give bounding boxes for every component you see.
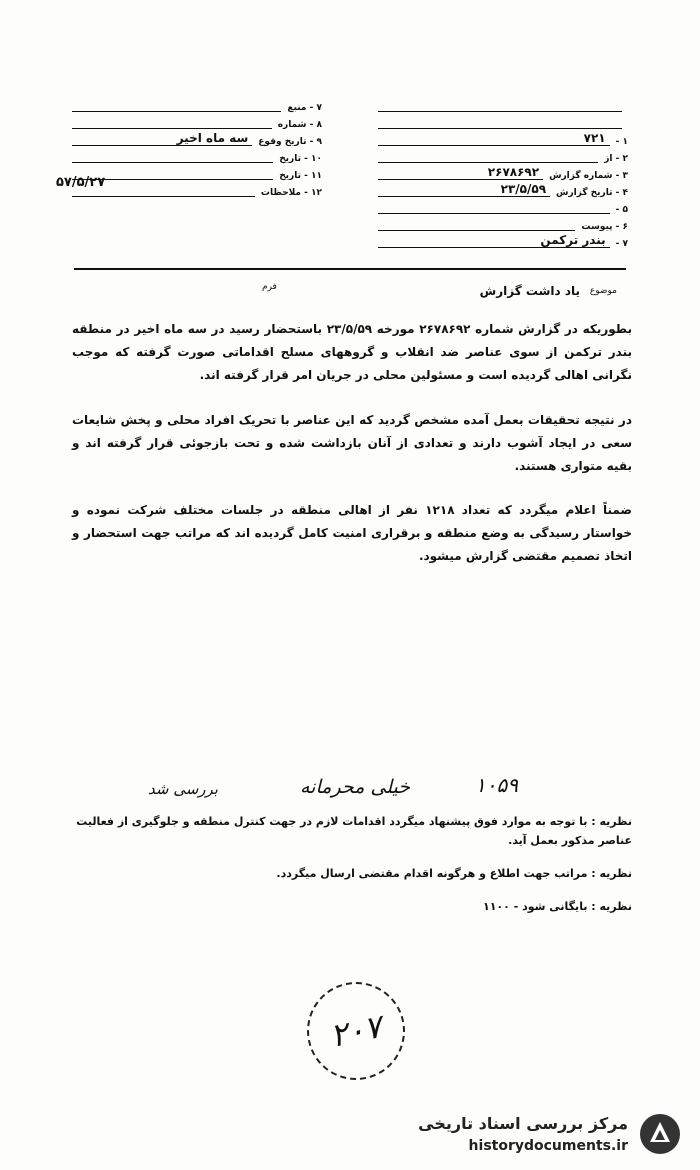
form-row (72, 131, 322, 149)
form-label: ۵ - (615, 204, 628, 215)
notes-section (72, 812, 632, 930)
form-row (378, 151, 628, 166)
form-label: ۳ - شماره گزارش (549, 170, 628, 181)
body-paragraph: بطوریکه در گزارش شماره ۲۶۷۸۶۹۲ مورخه ۲۳/۵/۵۹ باستحضار رسید در سه ماه اخیر در منطقه بندر ترکمن از سوی عناصر ضد انقلاب و گروههای مسلح اقداماتی صورت گرفته که موجب نگرانی اهالی گردیده است و مسئولین محلی در جریان امر قرار گرفته اند. (72, 322, 632, 382)
form-row (72, 168, 322, 183)
form-row (378, 233, 628, 251)
note-item: نظریه : بایگانی شود - ۱۱۰۰ (483, 900, 632, 913)
form-label: ۴ - تاریخ گزارش (556, 187, 628, 198)
round-stamp (307, 982, 405, 1080)
handwritten-signature: بررسی شد (148, 780, 218, 798)
form-value: ۲۶۷۸۶۹۲ (487, 165, 540, 179)
body-paragraph: در نتیجه تحقیقات بعمل آمده مشخص گردید که این عناصر با تحریک افراد محلی و پخش شایعات سعی در ایجاد آشوب دارند و تعدادی از آنان بازداشت شده و تحت بازجوئی قرار گرفته اند و بقیه متواری هستند. (72, 412, 632, 473)
watermark-title: مرکز بررسی اسناد تاریخی (418, 1114, 628, 1133)
form-value: بندر ترکمن (540, 233, 606, 247)
form-row (72, 151, 322, 166)
form-row (378, 202, 628, 217)
body-paragraph: ضمناً اعلام میگردد که تعداد ۱۲۱۸ نفر از اهالی منطقه در جلسات مختلف شرکت نموده و خواستار رسیدگی به وضع منطقه و برقراری امنیت کامل گردیده اند که مراتب جهت استحضار و اتخاذ تصمیم مقتضی گزارش میشود. (72, 503, 632, 564)
subject-key: موضوع (589, 286, 617, 296)
handwritten-number: ۱۰۵۹ (475, 773, 518, 797)
header-form-left (72, 100, 322, 202)
form-row (378, 219, 628, 234)
form-value: ۷۲۱ (583, 131, 606, 145)
form-label: ۱۱ - تاریخ (279, 170, 322, 181)
form-row (378, 165, 628, 183)
side-code: ۵۷/۵/۲۷ (56, 175, 106, 190)
header-divider (74, 268, 626, 270)
form-row (72, 100, 322, 115)
form-value: ۲۳/۵/۵۹ (500, 182, 547, 196)
form-row (378, 100, 628, 115)
form-label: ۶ - پیوست (581, 221, 628, 232)
handwritten-classification: خیلی محرمانه (300, 776, 411, 798)
note-item: نظریه : با توجه به موارد فوق پیشنهاد میگردد اقدامات لازم در جهت کنترل منطقه و جلوگیری از فعالیت عناصر مذکور بعمل آید. (76, 815, 632, 847)
form-label: ۱۰ - تاریخ (279, 153, 322, 164)
form-row (72, 117, 322, 132)
form-label: ۷ - منبع (287, 102, 322, 113)
stamp-number: ۲۰۷ (326, 1007, 386, 1055)
archive-logo-icon (638, 1112, 682, 1156)
form-row (72, 185, 322, 200)
form-value: سه ماه اخیر (176, 131, 249, 145)
report-body (72, 318, 632, 568)
form-label: ۷ - (615, 238, 628, 249)
note-item: نظریه : مراتب جهت اطلاع و هرگونه اقدام مقتضی ارسال میگردد. (276, 867, 632, 880)
form-label: ۱ - (615, 136, 628, 147)
form-row (378, 131, 628, 149)
header-form-right (378, 100, 628, 253)
form-label: ۹ - تاریخ وقوع (258, 136, 322, 147)
form-label: ۸ - شماره (277, 119, 322, 130)
watermark (410, 1108, 690, 1164)
form-row (378, 182, 628, 200)
form-label: ۱۲ - ملاحظات (260, 187, 322, 198)
watermark-url: historydocuments.ir (468, 1138, 628, 1154)
form-label: ۲ - از (604, 153, 628, 164)
form-row (378, 117, 628, 132)
subject-text: یاد داشت گزارش (479, 284, 580, 298)
subject-aux: فرم (262, 282, 277, 292)
